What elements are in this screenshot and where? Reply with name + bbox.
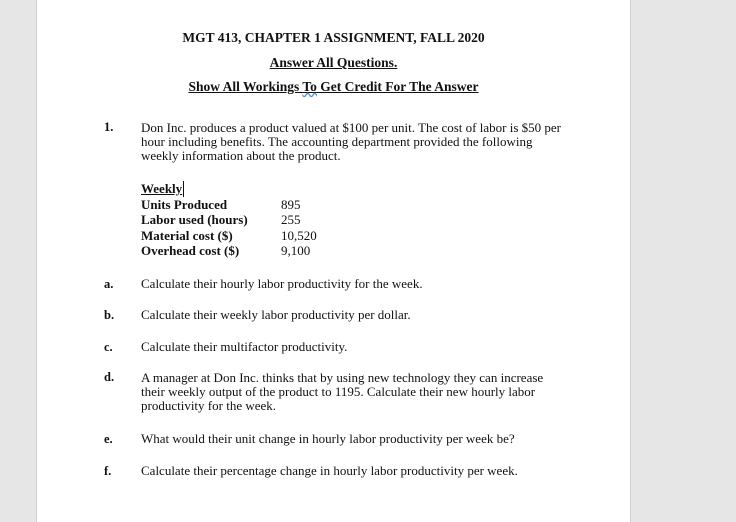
spellcheck-word: To [302, 79, 317, 94]
row-label: Overhead cost ($) [141, 243, 240, 258]
table-row [141, 243, 317, 259]
instruction-text-part1: Show All Workings [188, 79, 303, 94]
document-page[interactable] [36, 0, 631, 522]
assignment-title: MGT 413, CHAPTER 1 ASSIGNMENT, FALL 2020 [182, 30, 485, 45]
part-letter-e: e. [104, 432, 113, 446]
question-number: 1. [104, 120, 114, 134]
row-label: Labor used (hours) [141, 212, 248, 227]
part-text-c: Calculate their multifactor productivity. [141, 339, 348, 354]
part-text-e: What would their unit change in hourly labor productivity per week be? [141, 431, 515, 446]
table-heading-row [141, 181, 317, 197]
table-heading[interactable]: Weekly [141, 181, 183, 196]
instruction-show-workings [37, 79, 630, 95]
table-row [141, 228, 317, 244]
part-letter-d: d. [104, 370, 115, 384]
part-letter-c: c. [104, 340, 113, 354]
part-letter-b: b. [104, 308, 115, 322]
row-value: 9,100 [281, 243, 311, 258]
row-label: Units Produced [141, 196, 228, 212]
part-letter-f: f. [104, 464, 112, 478]
row-label: Material cost ($) [141, 227, 233, 243]
row-value: 895 [281, 196, 301, 212]
instruction-text-part2: Get Credit For The Answer [316, 79, 479, 94]
table-row [141, 212, 317, 228]
part-text-a: Calculate their hourly labor productivity for the week. [141, 276, 423, 291]
row-value: 255 [281, 212, 301, 227]
question-text: Don Inc. produces a product valued at $100 per unit. The cost of labor is $50 per hour including benefits. The accounting department provided the following weekly information about the product. [141, 120, 561, 163]
weekly-data-table [141, 181, 317, 259]
instruction-answer-all: Answer All Questions. [269, 55, 398, 70]
row-value: 10,520 [281, 227, 317, 243]
table-row [141, 197, 317, 213]
part-text-d: A manager at Don Inc. thinks that by using new technology they can increase their weekly output of the product to 1195. Calculate their new hourly labor productivity for the week. [141, 370, 544, 413]
part-letter-a: a. [104, 277, 114, 291]
part-text-f: Calculate their percentage change in hourly labor productivity per week. [141, 463, 518, 478]
part-text-b: Calculate their weekly labor productivity per dollar. [141, 307, 411, 322]
